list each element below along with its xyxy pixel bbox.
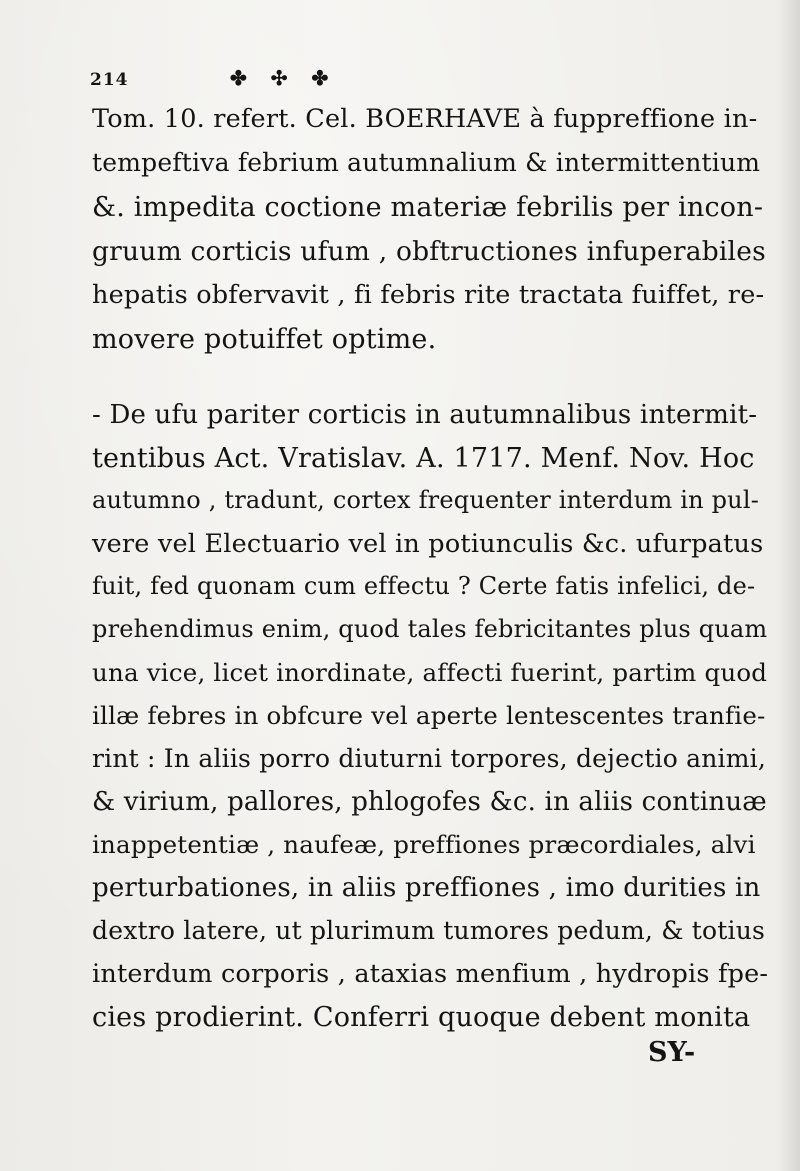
- text-line: dextro latere, ut plurimum tumores pedum, & totius: [92, 916, 766, 945]
- text-line: rint : In aliis porro diuturni torpores, dejectio animi,: [92, 744, 767, 773]
- text-line: tentibus Act. Vratislav. A. 1717. Menf. Nov. Hoc: [92, 443, 755, 474]
- header-ornament: [230, 66, 328, 90]
- text-line: movere potuiffet optime.: [92, 324, 437, 355]
- text-line: autumno , tradunt, cortex frequenter interdum in pul-: [92, 486, 760, 514]
- text-line: vere vel Electuario vel in potiunculis &c. ufurpatus: [92, 529, 764, 559]
- text-line: una vice, licet inordinate, affecti fuerint, partim quod: [92, 658, 768, 687]
- text-line: prehendimus enim, quod tales febricitantes plus quam: [92, 615, 768, 643]
- text-line: perturbationes, in aliis preffiones , imo durities in: [92, 873, 761, 903]
- text-line: illæ febres in obfcure vel aperte lentescentes tranfie-: [92, 701, 766, 730]
- text-line: cies prodierint. Conferri quoque debent monita: [92, 1002, 751, 1033]
- text-line: inappetentiæ , naufeæ, preffiones præcordiales, alvi: [92, 830, 756, 859]
- text-line: tempeftiva febrium autumnalium & intermittentium: [92, 148, 761, 177]
- text-line: & virium, pallores, phlogofes &c. in aliis continuæ: [92, 787, 767, 817]
- text-line: &. impedita coctione materiæ febrilis per incon-: [92, 192, 764, 223]
- page-edge-shadow: [778, 0, 800, 1171]
- text-line: gruum corticis ufum , obftructiones infuperabiles: [92, 236, 766, 267]
- text-line: hepatis obfervavit , fi febris rite tractata fuiffet, re-: [92, 280, 765, 310]
- text-line: interdum corporis , ataxias menfium , hydropis fpe-: [92, 959, 769, 989]
- text-line: - De ufu pariter corticis in autumnalibus intermit-: [92, 400, 758, 430]
- text-line: fuit, fed quonam cum effectu ? Certe fatis infelici, de-: [92, 572, 756, 600]
- ornament-glyph: ✣: [270, 66, 288, 90]
- catchword: SY-: [648, 1037, 696, 1068]
- page-number: 214: [90, 70, 129, 90]
- ornament-glyph: ✤: [311, 66, 329, 90]
- text-line: Tom. 10. refert. Cel. BOERHAVE à fuppreffione in-: [92, 104, 758, 134]
- page-header: [90, 64, 730, 100]
- ornament-glyph: ✤: [230, 66, 247, 90]
